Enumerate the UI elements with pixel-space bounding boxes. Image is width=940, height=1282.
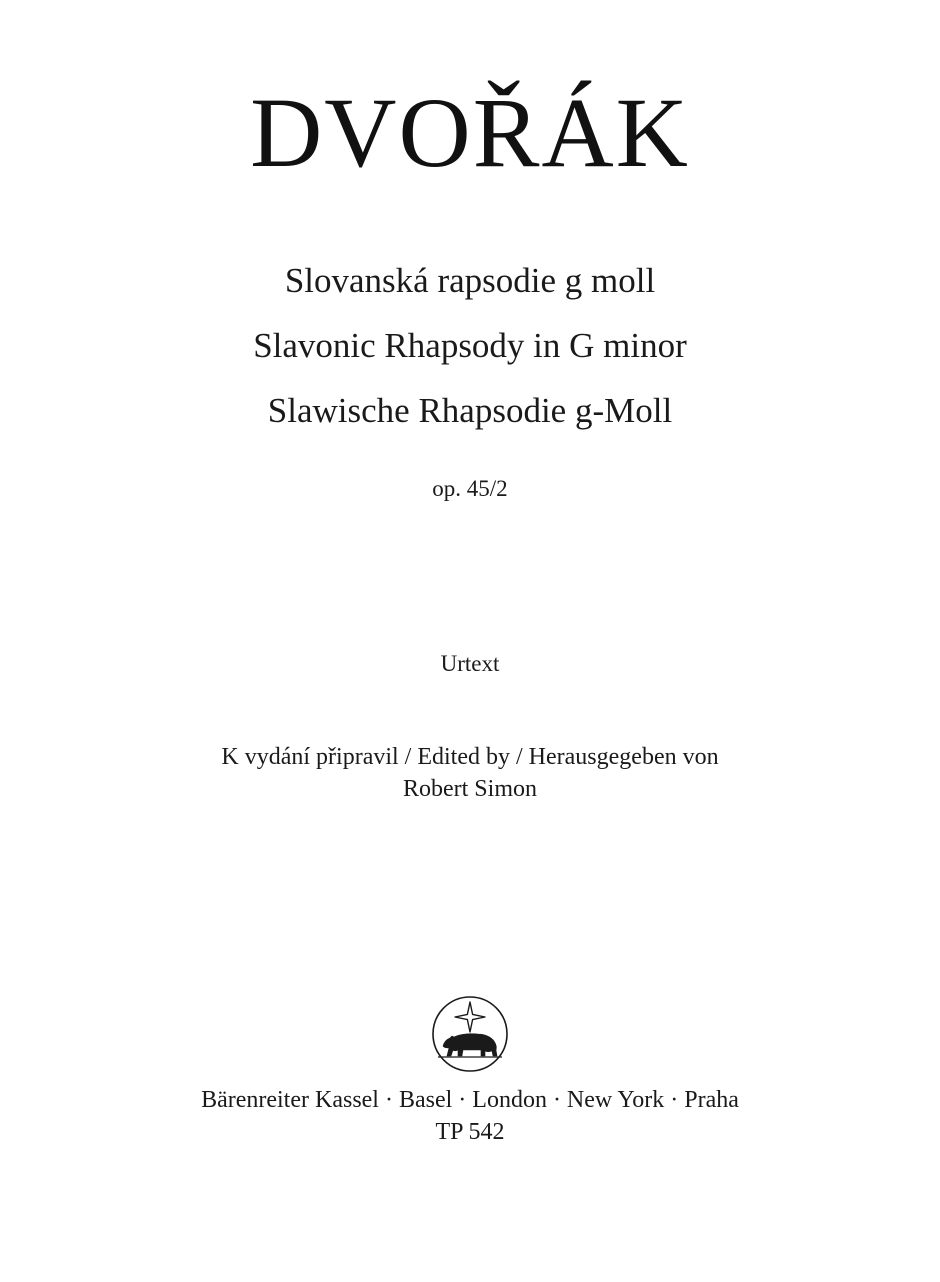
opus-number: op. 45/2 [432,476,508,501]
catalog-number: TP 542 [435,1119,505,1145]
title-english: Slavonic Rhapsody in G minor [253,326,687,365]
editor-name: Robert Simon [402,776,537,802]
composer-name: DVOŘÁK [250,77,690,188]
title-german: Slawische Rhapsodie g-Moll [267,391,673,430]
edition-type: Urtext [440,651,500,676]
publisher-cities: Bärenreiter Kassel · Basel · London · New York · Praha [201,1087,739,1113]
title-czech: Slovanská rapsodie g moll [284,261,656,300]
editor-label: K vydání připravil / Edited by / Herausgegeben von [221,744,719,770]
baerenreiter-bear-star-logo-icon [430,994,510,1074]
